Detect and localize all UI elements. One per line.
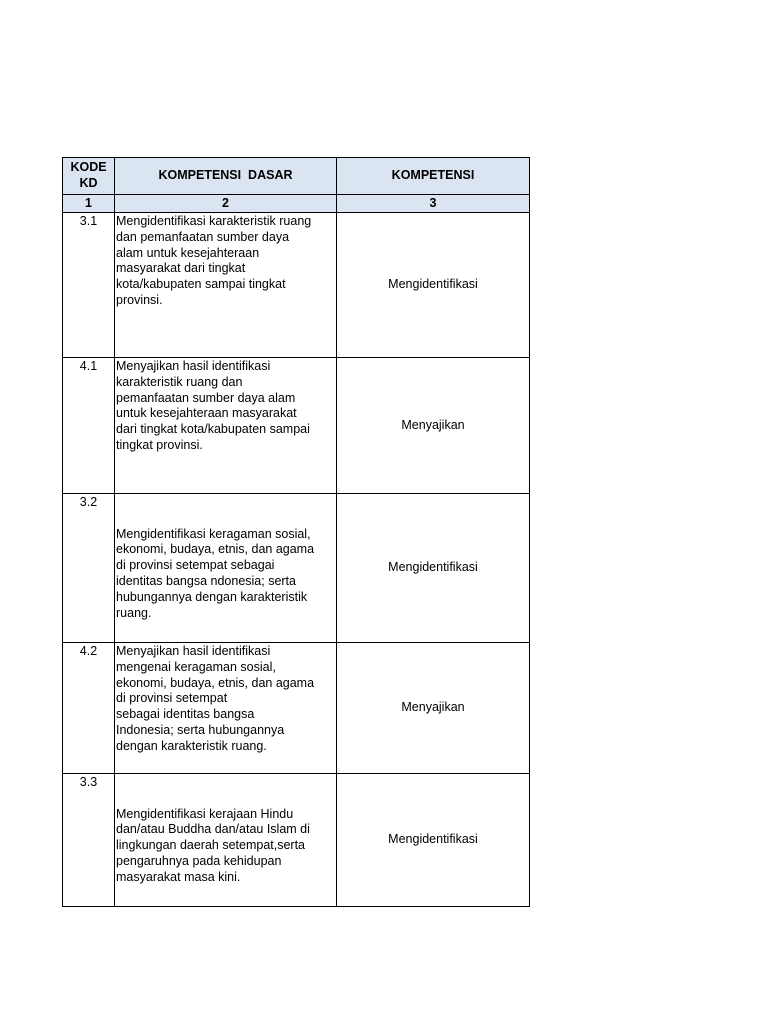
- table-header-row: [63, 158, 530, 195]
- kompetensi-dasar-cell: Menyajikan hasil identifikasi mengenai keragaman sosial, ekonomi, budaya, etnis, dan agama di provinsi setempat sebagai identitas bangsa Indonesia; serta hubungannya dengan karakteristik ruang.: [115, 643, 337, 774]
- table-row: [63, 358, 530, 494]
- kompetensi-cell: Mengidentifikasi: [337, 213, 530, 358]
- kode-kd-cell: 3.3: [63, 774, 115, 907]
- column-number: 1: [63, 195, 115, 213]
- kompetensi-table: [62, 157, 530, 907]
- kompetensi-cell: Menyajikan: [337, 358, 530, 494]
- column-number: 3: [337, 195, 530, 213]
- column-number: 2: [115, 195, 337, 213]
- kode-kd-cell: 3.1: [63, 213, 115, 358]
- table-row: [63, 213, 530, 358]
- kompetensi-dasar-cell: Mengidentifikasi keragaman sosial, ekonomi, budaya, etnis, dan agama di provinsi setempat sebagai identitas bangsa ndonesia; serta hubungannya dengan karakteristik ruang.: [115, 494, 337, 643]
- table-row: [63, 774, 530, 907]
- header-kode-kd: KODE KD: [63, 158, 115, 195]
- kode-kd-cell: 4.2: [63, 643, 115, 774]
- header-kompetensi: KOMPETENSI: [337, 158, 530, 195]
- kode-kd-cell: 3.2: [63, 494, 115, 643]
- kompetensi-cell: Mengidentifikasi: [337, 774, 530, 907]
- header-kompetensi-dasar: KOMPETENSI DASAR: [115, 158, 337, 195]
- kompetensi-cell: Menyajikan: [337, 643, 530, 774]
- kompetensi-dasar-cell: Mengidentifikasi kerajaan Hindu dan/atau Buddha dan/atau Islam di lingkungan daerah setempat,serta pengaruhnya pada kehidupan masyarakat masa kini.: [115, 774, 337, 907]
- kompetensi-dasar-cell: Menyajikan hasil identifikasi karakteristik ruang dan pemanfaatan sumber daya alam untuk kesejahteraan masyarakat dari tingkat kota/kabupaten sampai tingkat provinsi.: [115, 358, 337, 494]
- table-row: [63, 494, 530, 643]
- kompetensi-dasar-cell: Mengidentifikasi karakteristik ruang dan pemanfaatan sumber daya alam untuk kesejahteraan masyarakat dari tingkat kota/kabupaten sampai tingkat provinsi.: [115, 213, 337, 358]
- kode-kd-cell: 4.1: [63, 358, 115, 494]
- table-row: [63, 643, 530, 774]
- kompetensi-cell: Mengidentifikasi: [337, 494, 530, 643]
- column-number-row: [63, 195, 530, 213]
